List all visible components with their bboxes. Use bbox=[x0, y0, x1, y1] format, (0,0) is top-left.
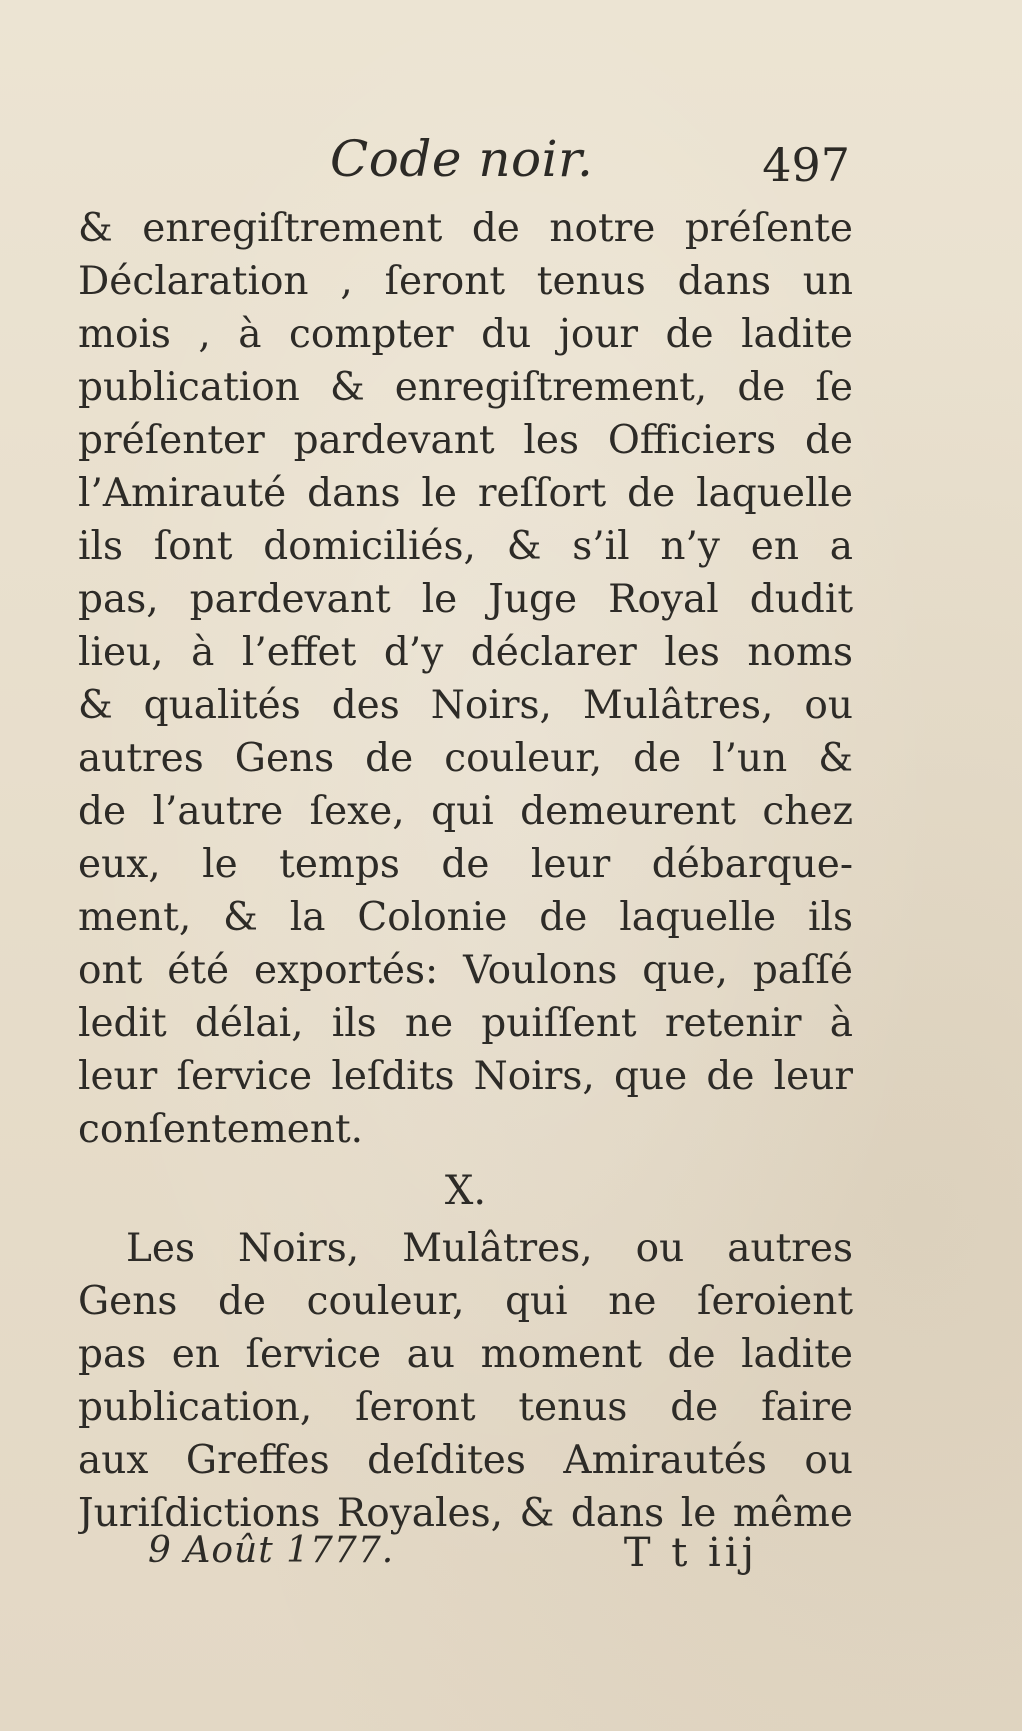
text-line: préſenter pardevant les Officiers de bbox=[78, 418, 853, 463]
section-text-line: Les Noirs, Mulâtres, ou autres bbox=[126, 1226, 853, 1271]
text-line: ils ſont domiciliés, & s’il n’y en a bbox=[78, 524, 853, 569]
running-title: Code noir. bbox=[330, 130, 594, 188]
text-line: conſentement. bbox=[78, 1107, 364, 1152]
section-text-line: Juriſdictions Royales, & dans le même bbox=[78, 1491, 853, 1536]
text-line: mois , à compter du jour de ladite bbox=[78, 312, 853, 357]
page-footer bbox=[148, 1530, 758, 1590]
text-line: de l’autre ſexe, qui demeurent chez bbox=[78, 789, 853, 834]
text-line: l’Amirauté dans le reſſort de laquelle bbox=[78, 471, 853, 516]
page-number: 497 bbox=[762, 138, 850, 192]
text-line: lieu, à l’effet d’y déclarer les noms bbox=[78, 630, 853, 675]
text-line: eux, le temps de leur débarque- bbox=[78, 842, 853, 887]
text-line: Déclaration , ſeront tenus dans un bbox=[78, 259, 853, 304]
signature-mark: T t iij bbox=[623, 1530, 758, 1576]
page-header bbox=[330, 130, 870, 200]
body-text bbox=[78, 202, 853, 1540]
section-heading: X. bbox=[444, 1168, 487, 1214]
text-line: & qualités des Noirs, Mulâtres, ou bbox=[78, 683, 853, 728]
text-line: ledit délai, ils ne puiſſent retenir à bbox=[78, 1001, 853, 1046]
section-text-line: aux Greffes deſdites Amirautés ou bbox=[78, 1438, 853, 1483]
text-line: ment, & la Colonie de laquelle ils bbox=[78, 895, 853, 940]
section-text-line: pas en ſervice au moment de ladite bbox=[78, 1332, 853, 1377]
section-text-line: publication, ſeront tenus de faire bbox=[78, 1385, 853, 1430]
text-line: publication & enregiſtrement, de ſe bbox=[78, 365, 853, 410]
text-line: pas, pardevant le Juge Royal dudit bbox=[78, 577, 853, 622]
text-line: & enregiſtrement de notre préſente bbox=[78, 206, 853, 251]
footer-date: 9 Août 1777. bbox=[148, 1530, 395, 1571]
text-line: autres Gens de couleur, de l’un & bbox=[78, 736, 853, 781]
section-text-line: Gens de couleur, qui ne ſeroient bbox=[78, 1279, 853, 1324]
text-line: ont été exportés: Voulons que, paſſé bbox=[78, 948, 853, 993]
text-line: leur ſervice leſdits Noirs, que de leur bbox=[78, 1054, 853, 1099]
